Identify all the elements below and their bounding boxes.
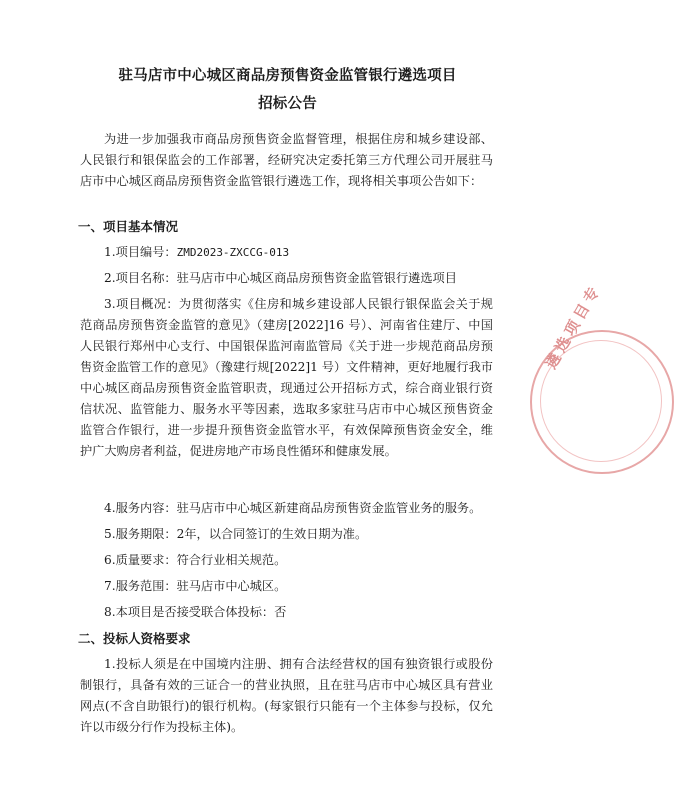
seal-text: 遴选项目专 bbox=[541, 280, 605, 372]
service-period: 5.服务期限：2年，以合同签订的生效日期为准。 bbox=[104, 527, 368, 541]
service-content: 4.服务内容：驻马店市中心城区新建商品房预售资金监管业务的服务。 bbox=[104, 501, 482, 515]
bidder-qualification: 1.投标人须是在中国境内注册、拥有合法经营权的国有独资银行或股份制银行，具备有效的三证合一的营业执照，且在驻马店市中心城区具有营业网点(不含自助银行)的银行机构。(每家银行只能有一个主体参与投标，仅允许以市级分行作为投标主体)。 bbox=[80, 657, 493, 734]
document-title: 驻马店市中心城区商品房预售资金监管银行遴选项目 bbox=[118, 67, 457, 84]
intro-paragraph: 为进一步加强我市商品房预售资金监督管理，根据住房和城乡建设部、人民银行和银保监会的工作部署，经研究决定委托第三方代理公司开展驻马店市中心城区商品房预售资金监管银行遴选工作，现将相关事项公告如下： bbox=[80, 132, 493, 188]
official-seal bbox=[530, 280, 674, 474]
project-name: 2.项目名称：驻马店市中心城区商品房预售资金监管银行遴选项目 bbox=[104, 271, 457, 285]
project-number-label: 1.项目编号： bbox=[104, 245, 177, 259]
project-overview: 3.项目概况：为贯彻落实《住房和城乡建设部人民银行银保监会关于规范商品房预售资金监管的意见》（建房[2022]16 号）、河南省住建厅、中国人民银行郑州中心支行、中国银保监河南监管局《关于进一步规范商品房预售资金监管工作的意见》（豫建行规[2022]1 号）文件精神，更好地履行我市中心城区商品房预售资金监管职责，现通过公开招标方式，综合商业银行资信状况、监管能力、服务水平等因素，选取多家驻马店市中心城区预售资金监管合作银行，进一步提升预售资金监管水平，有效保障预售资金安全，维护广大购房者利益，促进房地产市场良性循环和健康发展。 bbox=[80, 297, 493, 458]
section1-heading: 一、项目基本情况 bbox=[78, 219, 179, 234]
section2-heading: 二、投标人资格要求 bbox=[78, 631, 191, 646]
consortium-bidding: 8.本项目是否接受联合体投标：否 bbox=[104, 605, 287, 619]
document-subtitle: 招标公告 bbox=[258, 95, 317, 112]
service-scope: 7.服务范围：驻马店市中心城区。 bbox=[104, 579, 287, 593]
quality-requirement: 6.质量要求：符合行业相关规范。 bbox=[104, 553, 287, 567]
project-number-value: ZMD2023-ZXCCG-013 bbox=[176, 246, 290, 259]
project-number bbox=[80, 242, 493, 263]
